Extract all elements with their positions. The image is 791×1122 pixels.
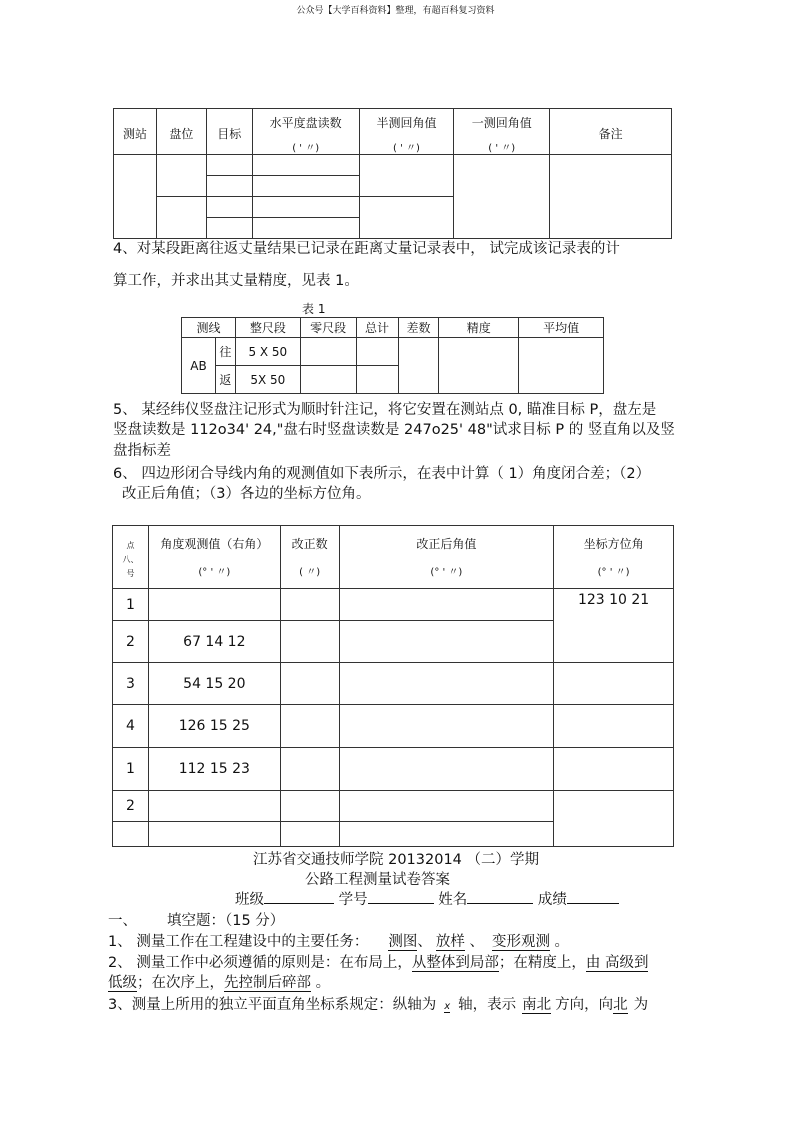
col-header-partial-tape: 零尺段 (300, 318, 356, 338)
table-cell (280, 663, 339, 705)
traverse-table (112, 525, 674, 847)
table-cell (339, 621, 554, 663)
point-cell: 1 (113, 748, 149, 791)
point-cell: 2 (113, 791, 149, 822)
score-blank[interactable] (567, 889, 619, 904)
table-cell (280, 589, 339, 621)
q1-sep-1: 、 (417, 934, 432, 950)
col-header-precision: 精度 (439, 318, 519, 338)
col-header-remarks: 备注 (550, 109, 672, 155)
table-cell (156, 155, 206, 197)
q3-answer-ns: 南北 (522, 997, 552, 1013)
table-cell (280, 748, 339, 791)
table-cell (356, 338, 398, 366)
direction-forward: 往 (215, 338, 235, 366)
col-header-line: 测线 (182, 318, 236, 338)
q2-answer-2b: 低级 (108, 975, 137, 991)
table-cell (280, 791, 339, 822)
table-cell (280, 705, 339, 748)
col-header-target: 目标 (206, 109, 252, 155)
table-cell (339, 791, 554, 822)
point-cell (113, 822, 149, 847)
azimuth-first: 123 10 21 (554, 589, 674, 663)
q2-text-3: ；在次序上， (137, 975, 224, 991)
point-cell: 2 (113, 621, 149, 663)
table-cell (114, 155, 157, 239)
answer-title-1: 江苏省交通技师学院 20132014 （二）学期 (253, 852, 540, 868)
point-cell: 4 (113, 705, 149, 748)
answer-q2-line-1 (108, 951, 648, 972)
score-label: 成绩 (537, 892, 567, 908)
point-cell: 3 (113, 663, 149, 705)
col-header-azimuth: 坐标方位角 (° ' 〃) (554, 526, 674, 589)
table-cell (519, 338, 604, 394)
table-cell (156, 197, 206, 239)
answer-q1 (108, 930, 569, 951)
whole-tape-forward: 5 X 50 (235, 338, 300, 366)
q1-answer-1: 测图 (388, 934, 418, 950)
q2-answer-2a: 由 高级到 (585, 955, 649, 971)
distance-record-table (181, 317, 604, 394)
col-header-whole-tape: 整尺段 (235, 318, 300, 338)
angle-cell (148, 822, 280, 847)
q3-text-3: 方向，向 (555, 997, 614, 1013)
table-cell (554, 705, 674, 748)
q2-text-1: 2、 测量工作中必须遵循的原则是：在布局上， (108, 955, 412, 971)
col-header-point: 点 八、 号 (113, 526, 149, 589)
col-header-mean: 平均值 (519, 318, 604, 338)
table-cell (252, 197, 359, 218)
q4-line-2: 算工作，并求出其丈量精度，见表 1。 (113, 273, 359, 289)
table-cell (339, 589, 554, 621)
answer-q3 (108, 993, 648, 1014)
table-cell (359, 155, 454, 197)
q6-line-2: 改正后角值；（3）各边的坐标方位角。 (122, 486, 371, 502)
line-name: AB (182, 338, 216, 394)
q2-text-2: ；在精度上， (498, 955, 586, 971)
whole-tape-backward: 5X 50 (235, 366, 300, 394)
table-cell (398, 338, 439, 394)
table-cell (206, 218, 252, 239)
table-cell (206, 155, 252, 176)
angle-cell: 67 14 12 (148, 621, 280, 663)
table1-caption: 表 1 (302, 302, 326, 316)
col-header-station: 测站 (114, 109, 157, 155)
q1-end: 。 (549, 934, 570, 950)
table-cell (206, 176, 252, 197)
q3-axis: x (444, 1001, 451, 1012)
col-header-corrected-angle: 改正后角值 (° ' 〃) (339, 526, 554, 589)
name-label: 姓名 (438, 892, 468, 908)
direction-backward: 返 (215, 366, 235, 394)
table-cell (454, 155, 550, 239)
page-header: 公众号【大学百科资料】整理，有超百科复习资料 (296, 6, 495, 16)
table-cell (554, 663, 674, 705)
answer-title-2: 公路工程测量试卷答案 (305, 872, 450, 888)
id-blank[interactable] (368, 889, 434, 904)
q1-text: 1、 测量工作在工程建设中的主要任务： (108, 934, 369, 950)
col-header-difference: 差数 (398, 318, 439, 338)
table-cell (252, 155, 359, 176)
section-1-number: 一、 (108, 913, 137, 929)
q4-line-1: 4、对某段距离往返丈量结果已记录在距离丈量记录表中， 试完成该记录表的计 (113, 241, 620, 257)
q3-text-4: 为 (633, 997, 649, 1013)
col-header-horizontal-reading: 水平度盘读数 ( ' 〃) (252, 109, 359, 155)
table-cell (439, 338, 519, 394)
col-header-face: 盘位 (156, 109, 206, 155)
table-cell (550, 155, 672, 239)
q3-answer-n: 北 (613, 997, 628, 1013)
table-cell (300, 366, 356, 394)
angle-cell: 126 15 25 (148, 705, 280, 748)
q3-text-1: 3、测量上所用的独立平面直角坐标系规定：纵轴为 (108, 997, 437, 1013)
col-header-half-angle: 半测回角值 ( ' 〃) (359, 109, 454, 155)
q1-sep-2: 、 (464, 934, 484, 950)
angle-cell: 54 15 20 (148, 663, 280, 705)
table-cell (339, 663, 554, 705)
angle-record-table (113, 108, 672, 239)
table-cell (252, 176, 359, 197)
table-cell (280, 822, 339, 847)
table-cell (252, 218, 359, 239)
q3-text-2: 轴，表示 (458, 997, 517, 1013)
table-cell (206, 197, 252, 218)
point-cell: 1 (113, 589, 149, 621)
class-blank[interactable] (264, 889, 334, 904)
q2-end: 。 (311, 975, 331, 991)
q2-answer-3: 先控制后碎部 (224, 975, 311, 991)
angle-cell (148, 589, 280, 621)
table-cell (280, 621, 339, 663)
col-header-full-angle: 一测回角值 ( ' 〃) (454, 109, 550, 155)
col-header-observed-angle: 角度观测值（右角） (° ' 〃) (148, 526, 280, 589)
q5-line-3: 盘指标差 (113, 443, 171, 459)
table-cell (554, 791, 674, 847)
table-cell (339, 705, 554, 748)
section-1-title: 填空题：（15 分） (167, 913, 285, 929)
table-cell (356, 366, 398, 394)
q1-answer-3: 变形观测 (491, 934, 550, 950)
angle-cell (148, 791, 280, 822)
q1-answer-2: 放样 (435, 934, 465, 950)
class-label: 班级 (235, 892, 264, 908)
col-header-correction: 改正数 ( 〃) (280, 526, 339, 589)
table-cell (554, 748, 674, 791)
name-blank[interactable] (467, 889, 533, 904)
angle-cell: 112 15 23 (148, 748, 280, 791)
info-line (235, 888, 619, 909)
q2-answer-1: 从整体到局部 (411, 955, 499, 971)
q5-line-2: 竖盘读数是 112o34' 24,"盘右时竖盘读数是 247o25' 48"试求目标 P 的 竖直角以及竖 (113, 422, 675, 438)
id-label: 学号 (338, 892, 368, 908)
table-cell (339, 748, 554, 791)
answer-q2-line-2 (108, 971, 330, 992)
table-cell (359, 197, 454, 239)
q6-line-1: 6、 四边形闭合导线内角的观测值如下表所示，在表中计算（ 1）角度闭合差；（2） (113, 466, 651, 482)
col-header-total: 总计 (356, 318, 398, 338)
table-cell (339, 822, 554, 847)
table-cell (300, 338, 356, 366)
q5-line-1: 5、 某经纬仪竖盘注记形式为顺时针注记，将它安置在测站点 0, 瞄准目标 P，盘左是 (113, 402, 657, 418)
